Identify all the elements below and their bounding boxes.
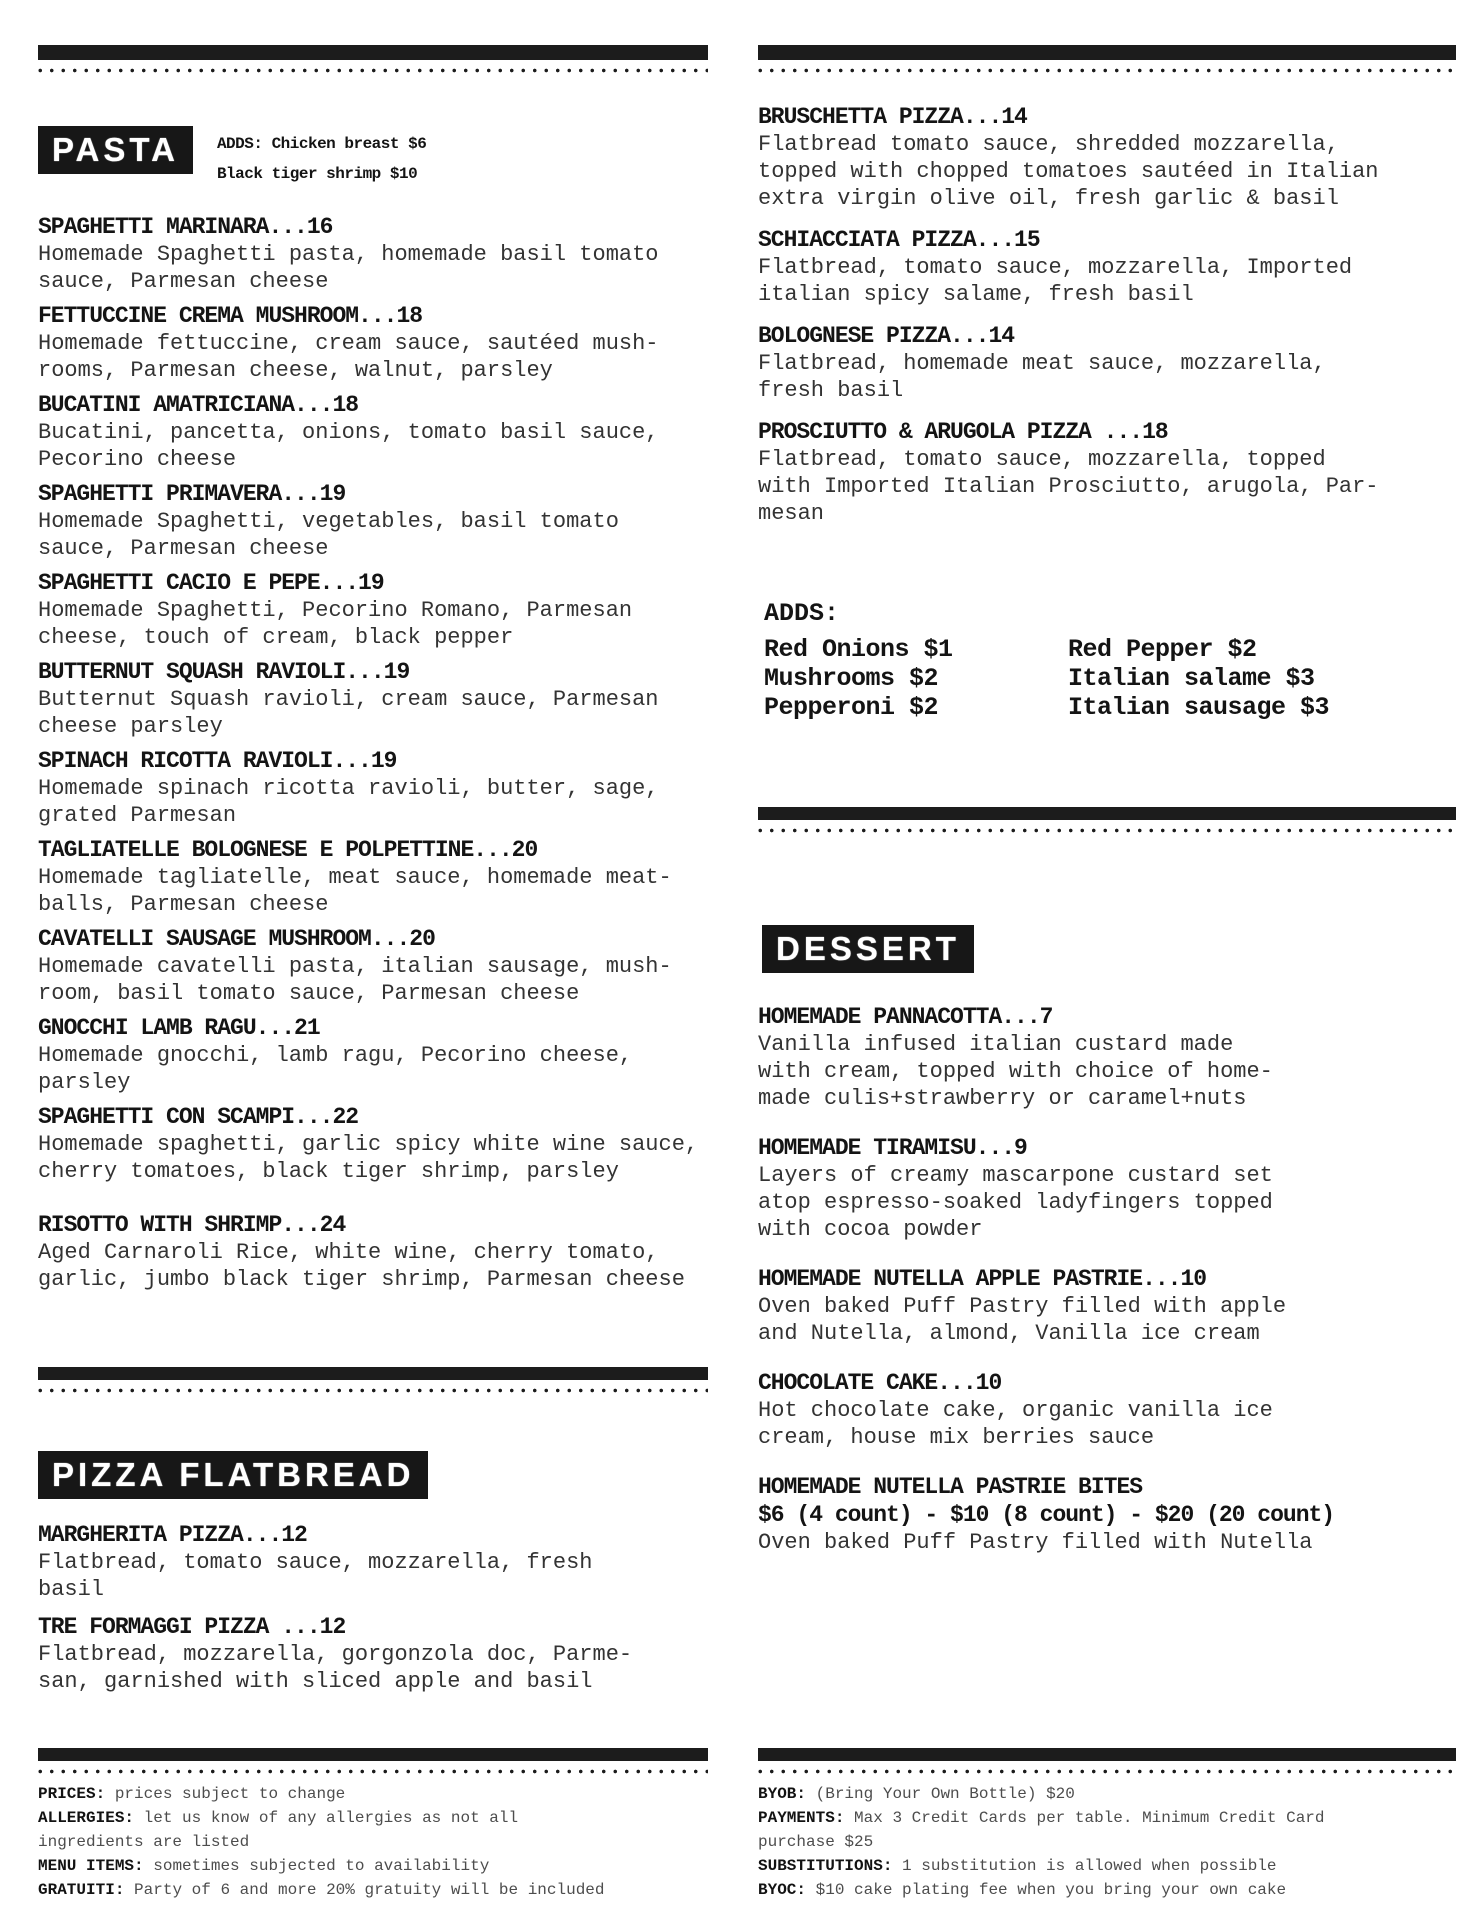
- item-title: SCHIACCIATA PIZZA...15: [758, 227, 1040, 253]
- dessert-item-list: [758, 1003, 1456, 1556]
- menu-item: [758, 322, 1456, 404]
- right-column: [758, 45, 1456, 1556]
- mid-divider-dots-right: [758, 828, 1456, 833]
- item-description: Layers of creamy mascarpone custard set atop espresso-soaked ladyfingers topped with cocoa powder: [758, 1163, 1273, 1242]
- menu-item: [758, 226, 1456, 308]
- footer-note: [758, 1782, 1456, 1806]
- mid-divider-bar-left: [38, 1367, 708, 1380]
- item-description: Aged Carnaroli Rice, white wine, cherry tomato, garlic, jumbo black tiger shrimp, Parmesan cheese: [38, 1240, 685, 1292]
- top-divider-dots-left: [38, 68, 708, 73]
- menu-item: [38, 569, 708, 651]
- left-column: [38, 45, 708, 1695]
- item-description: Homemade cavatelli pasta, italian sausage, mush- room, basil tomato sauce, Parmesan cheese: [38, 954, 672, 1006]
- item-title: MARGHERITA PIZZA...12: [38, 1522, 307, 1548]
- item-description: Vanilla infused italian custard made with cream, topped with choice of home- made culis+strawberry or caramel+nuts: [758, 1032, 1273, 1111]
- item-price-line: $6 (4 count) - $10 (8 count) - $20 (20 count): [758, 1502, 1335, 1528]
- item-description: Oven baked Puff Pastry filled with Nutella: [758, 1530, 1313, 1555]
- top-divider-bar-left: [38, 45, 708, 60]
- menu-item: [758, 418, 1456, 527]
- menu-item: [758, 1134, 1456, 1243]
- footer-note-text: (Bring Your Own Bottle) $20: [815, 1785, 1075, 1803]
- item-title: SPAGHETTI MARINARA...16: [38, 214, 333, 240]
- item-title: CHOCOLATE CAKE...10: [758, 1370, 1002, 1396]
- footer-right: [758, 1748, 1456, 1902]
- adds-item: Pepperoni $2: [764, 693, 939, 722]
- menu-item: [758, 1473, 1456, 1556]
- footer-divider-dots-right: [758, 1769, 1456, 1774]
- item-description: Flatbread, tomato sauce, mozzarella, fresh basil: [38, 1550, 593, 1602]
- pizza-item-list: [38, 1521, 708, 1695]
- footer-note: [38, 1854, 708, 1878]
- footer-note-text: let us know of any allergies as not all ingredients are listed: [38, 1809, 519, 1851]
- item-title: PROSCIUTTO & ARUGOLA PIZZA ...18: [758, 419, 1168, 445]
- item-description: Flatbread, homemade meat sauce, mozzarella, fresh basil: [758, 351, 1326, 403]
- section-header-pizza-flatbread: PIZZA FLATBREAD: [38, 1451, 428, 1499]
- footer-notes-left: [38, 1782, 708, 1902]
- pizza-adds-block: [758, 599, 1456, 722]
- item-description: Flatbread, mozzarella, gorgonzola doc, Parme- san, garnished with sliced apple and basil: [38, 1642, 633, 1694]
- pizza-item-list-right: [758, 103, 1456, 527]
- item-title: TRE FORMAGGI PIZZA ...12: [38, 1614, 346, 1640]
- pasta-header-row: [38, 126, 708, 189]
- footer-note-label: PRICES:: [38, 1785, 106, 1803]
- footer-note: [758, 1878, 1456, 1902]
- item-title: RISOTTO WITH SHRIMP...24: [38, 1212, 346, 1238]
- footer-note: [758, 1854, 1456, 1878]
- adds-column-1: [764, 635, 1068, 722]
- item-description: Oven baked Puff Pastry filled with apple and Nutella, almond, Vanilla ice cream: [758, 1294, 1287, 1346]
- item-title: BRUSCHETTA PIZZA...14: [758, 104, 1027, 130]
- footer-note-label: GRATUITI:: [38, 1881, 125, 1899]
- item-description: Homemade fettuccine, cream sauce, sautéed mush- rooms, Parmesan cheese, walnut, parsley: [38, 331, 659, 383]
- item-title: SPINACH RICOTTA RAVIOLI...19: [38, 748, 397, 774]
- adds-item: Red Pepper $2: [1068, 635, 1257, 664]
- item-title: HOMEMADE PANNACOTTA...7: [758, 1004, 1053, 1030]
- menu-item: [38, 480, 708, 562]
- menu-item: [38, 1521, 708, 1603]
- pasta-adds-note: [217, 126, 426, 189]
- item-title: BUTTERNUT SQUASH RAVIOLI...19: [38, 659, 410, 685]
- item-title: BUCATINI AMATRICIANA...18: [38, 392, 359, 418]
- item-title: CAVATELLI SAUSAGE MUSHROOM...20: [38, 926, 435, 952]
- adds-item: Red Onions $1: [764, 635, 953, 664]
- footer-note-label: MENU ITEMS:: [38, 1857, 144, 1875]
- item-description: Homemade Spaghetti pasta, homemade basil tomato sauce, Parmesan cheese: [38, 242, 659, 294]
- item-description: Homemade spaghetti, garlic spicy white wine sauce, cherry tomatoes, black tiger shrimp, parsley: [38, 1132, 699, 1184]
- item-description: Flatbread, tomato sauce, mozzarella, Imported italian spicy salame, fresh basil: [758, 255, 1353, 307]
- item-title: HOMEMADE NUTELLA PASTRIE BITES: [758, 1474, 1143, 1500]
- item-description: Hot chocolate cake, organic vanilla ice cream, house mix berries sauce: [758, 1398, 1273, 1450]
- item-description: Bucatini, pancetta, onions, tomato basil sauce, Pecorino cheese: [38, 420, 659, 472]
- item-description: Flatbread tomato sauce, shredded mozzarella, topped with chopped tomatoes sautéed in Italian extra virgin olive oil, fresh garlic & basil: [758, 132, 1379, 211]
- item-description: Homemade spinach ricotta ravioli, butter, sage, grated Parmesan: [38, 776, 659, 828]
- pasta-adds-note-line2: Black tiger shrimp $10: [216, 165, 418, 183]
- item-title: SPAGHETTI CACIO E PEPE...19: [38, 570, 384, 596]
- item-description: Butternut Squash ravioli, cream sauce, Parmesan cheese parsley: [38, 687, 659, 739]
- footer-note-label: BYOB:: [758, 1785, 807, 1803]
- menu-item: [38, 925, 708, 1007]
- footer-divider-bar-right: [758, 1748, 1456, 1761]
- item-description: Flatbread, tomato sauce, mozzarella, topped with Imported Italian Prosciutto, arugola, Par- mesan: [758, 447, 1379, 526]
- item-title: BOLOGNESE PIZZA...14: [758, 323, 1015, 349]
- menu-item: [38, 658, 708, 740]
- menu-item: [758, 1003, 1456, 1112]
- item-title: SPAGHETTI CON SCAMPI...22: [38, 1104, 359, 1130]
- menu-item: [758, 1369, 1456, 1451]
- item-title: HOMEMADE TIRAMISU...9: [758, 1135, 1027, 1161]
- item-title: GNOCCHI LAMB RAGU...21: [38, 1015, 320, 1041]
- footer-note-text: Party of 6 and more 20% gratuity will be included: [134, 1881, 605, 1899]
- item-description: Homemade Spaghetti, Pecorino Romano, Parmesan cheese, touch of cream, black pepper: [38, 598, 633, 650]
- menu-item: [38, 213, 708, 295]
- footer-notes-right: [758, 1782, 1456, 1902]
- footer-note-text: Max 3 Credit Cards per table. Minimum Credit Card purchase $25: [758, 1809, 1325, 1851]
- footer-note: [38, 1878, 708, 1902]
- menu-item: [38, 1211, 708, 1293]
- menu-item: [38, 302, 708, 384]
- mid-divider-dots-left: [38, 1388, 708, 1393]
- footer-note-text: $10 cake plating fee when you bring your own cake: [815, 1881, 1287, 1899]
- menu-item: [38, 1613, 708, 1695]
- item-description: Homemade tagliatelle, meat sauce, homemade meat- balls, Parmesan cheese: [38, 865, 672, 917]
- mid-divider-bar-right: [758, 807, 1456, 820]
- footer-note: [38, 1782, 708, 1806]
- item-title: HOMEMADE NUTELLA APPLE PASTRIE...10: [758, 1266, 1207, 1292]
- item-description: Homemade Spaghetti, vegetables, basil tomato sauce, Parmesan cheese: [38, 509, 619, 561]
- menu-item: [38, 836, 708, 918]
- menu-item: [758, 103, 1456, 212]
- section-header-dessert: DESSERT: [762, 925, 974, 973]
- menu-item: [758, 1265, 1456, 1347]
- adds-label: ADDS:: [764, 599, 840, 628]
- footer-note-text: prices subject to change: [114, 1785, 346, 1803]
- footer-note: [758, 1806, 1456, 1854]
- top-divider-dots-right: [758, 68, 1456, 73]
- menu-item: [38, 747, 708, 829]
- section-header-pasta: PASTA: [38, 126, 193, 174]
- footer-note-label: SUBSTITUTIONS:: [758, 1857, 893, 1875]
- adds-item: Italian salame $3: [1068, 664, 1315, 693]
- footer-left: [38, 1748, 708, 1902]
- footer-divider-dots-left: [38, 1769, 708, 1774]
- adds-columns: [764, 635, 1456, 722]
- adds-item: Mushrooms $2: [764, 664, 939, 693]
- footer-note-label: PAYMENTS:: [758, 1809, 845, 1827]
- footer-note-label: ALLERGIES:: [38, 1809, 135, 1827]
- adds-column-2: [1068, 635, 1329, 722]
- adds-item: Italian sausage $3: [1068, 693, 1330, 722]
- footer-note: [38, 1806, 708, 1854]
- item-title: FETTUCCINE CREMA MUSHROOM...18: [38, 303, 423, 329]
- footer-note-text: 1 substitution is allowed when possible: [902, 1857, 1277, 1875]
- menu-item: [38, 1103, 708, 1185]
- item-title: TAGLIATELLE BOLOGNESE E POLPETTINE...20: [38, 837, 538, 863]
- footer-note-label: BYOC:: [758, 1881, 807, 1899]
- pasta-item-list: [38, 213, 708, 1293]
- footer-divider-bar-left: [38, 1748, 708, 1761]
- footer-note-text: sometimes subjected to availability: [153, 1857, 490, 1875]
- menu-item: [38, 391, 708, 473]
- pasta-adds-note-line1: ADDS: Chicken breast $6: [216, 135, 427, 153]
- menu-item: [38, 1014, 708, 1096]
- item-description: Homemade gnocchi, lamb ragu, Pecorino cheese, parsley: [38, 1043, 633, 1095]
- top-divider-bar-right: [758, 45, 1456, 60]
- item-title: SPAGHETTI PRIMAVERA...19: [38, 481, 346, 507]
